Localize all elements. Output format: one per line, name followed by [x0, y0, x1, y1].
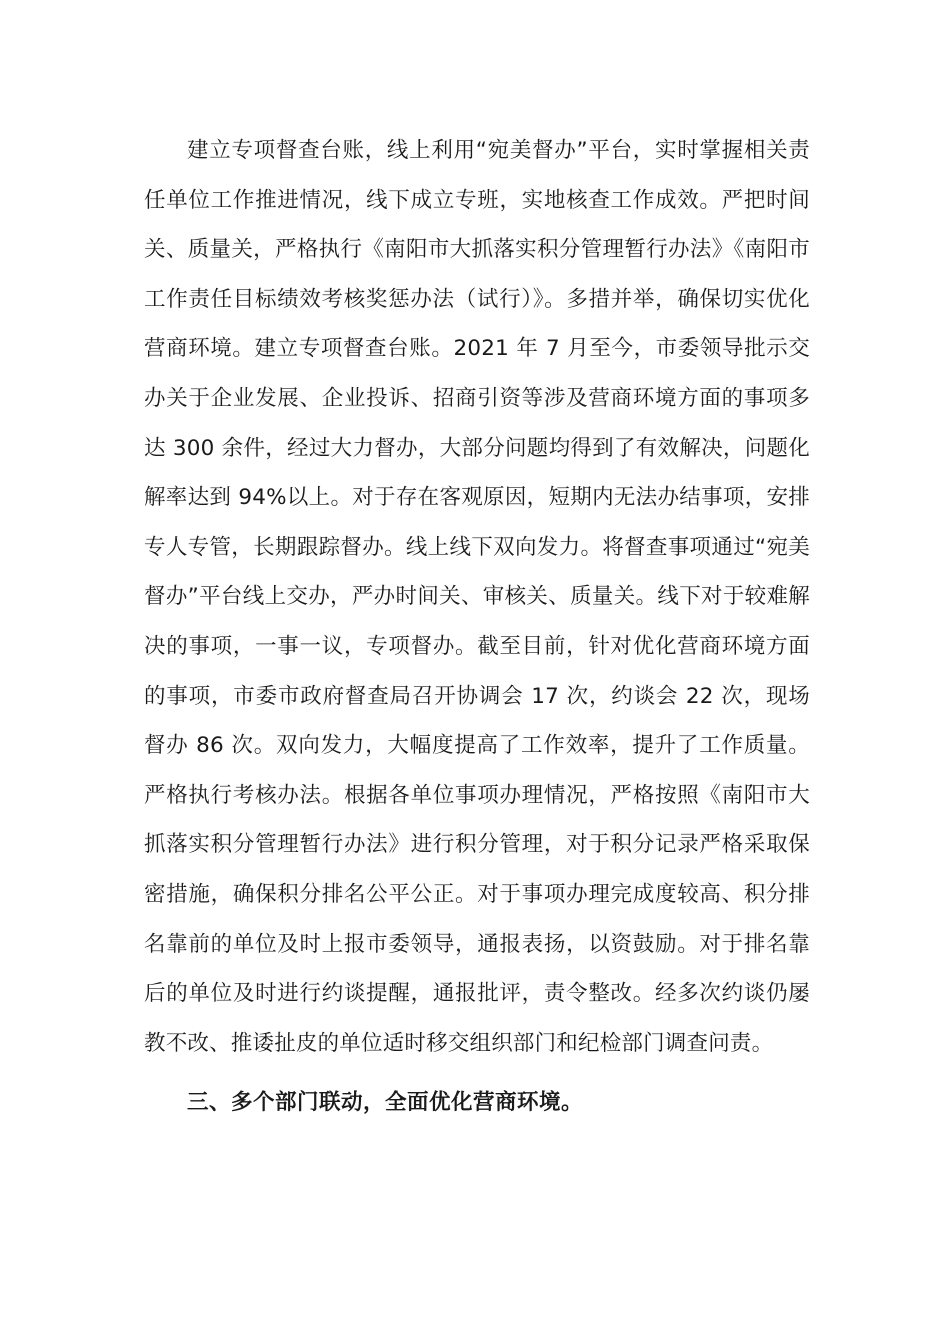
section-heading: 三、多个部门联动，全面优化营商环境。	[187, 1090, 584, 1116]
body-paragraph: 建立专项督查台账，线上利用“宛美督办”平台，实时掌握相关责任单位工作推进情况，线下成立专班，实地核查工作成效。严把时间关、质量关，严格执行《南阳市大抓落实积分管理暂行办法》《南阳市工作责任目标绩效考核奖惩办法（试行）》。多措并举，确保切实优化营商环境。建立专项督查台账。2021 年 7 月至今，市委领导批示交办关于企业发展、企业投诉、招商引资等涉及营商环境方面的事项多达 300 余件，经过大力督办，大部分问题均得到了有效解决，问题化解率达到 94%以上。对于存在客观原因，短期内无法办结事项，安排专人专管，长期跟踪督办。线上线下双向发力。将督查事项通过“宛美督办”平台线上交办，严办时间关、审核关、质量关。线下对于较难解决的事项，一事一议，专项督办。截至目前，针对优化营商环境方面的事项，市委市政府督查局召开协调会 17 次，约谈会 22 次，现场督办 86 次。双向发力，大幅度提高了工作效率，提升了工作质量。严格执行考核办法。根据各单位事项办理情况，严格按照《南阳市大抓落实积分管理暂行办法》进行积分管理，对于积分记录严格采取保密措施，确保积分排名公平公正。对于事项办理完成度较高、积分排名靠前的单位及时上报市委领导，通报表扬，以资鼓励。对于排名靠后的单位及时进行约谈提醒，通报批评，责令整改。经多次约谈仍屡教不改、推诿扯皮的单位适时移交组织部门和纪检部门调查问责。	[144, 138, 810, 1056]
document-body	[144, 126, 810, 1128]
